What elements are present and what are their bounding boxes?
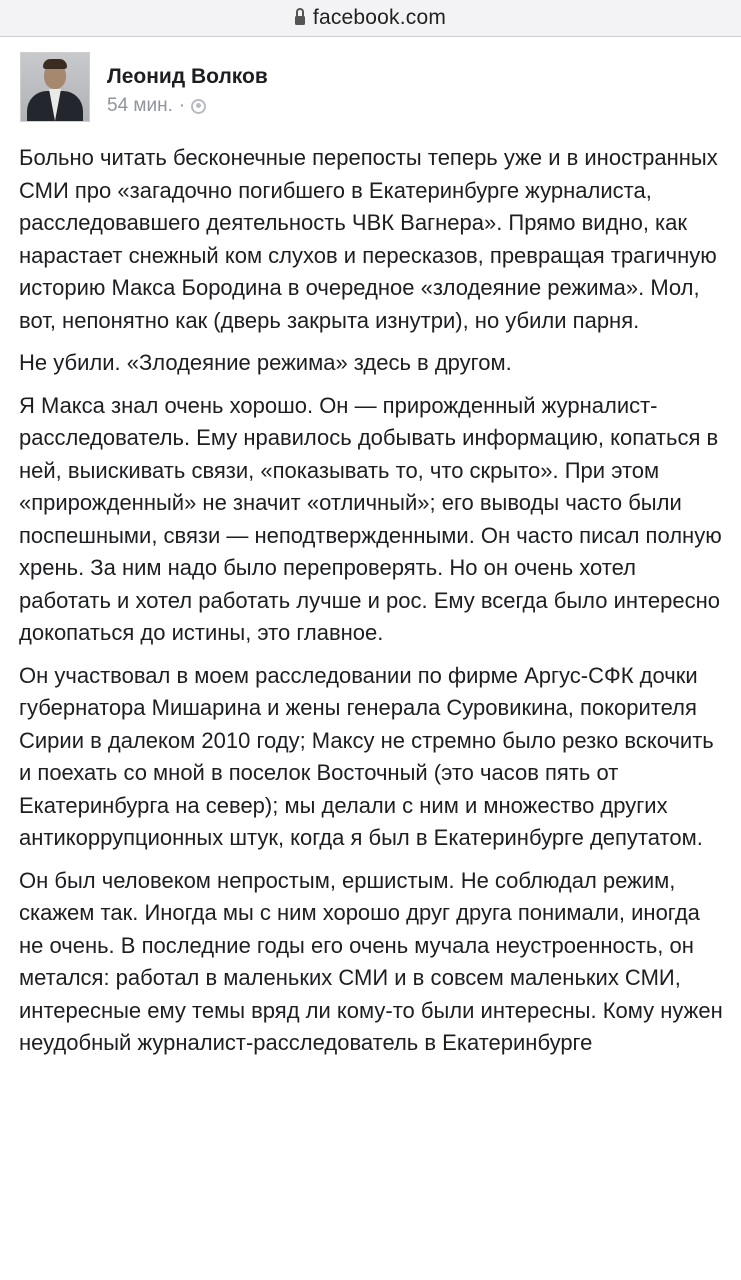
post-paragraph: Он был человеком непростым, ершистым. Не соблюдал режим, скажем так. Иногда мы с ним хорошо друг друга понимали, иногда не очень. В последние годы его очень мучала неустроенность, он метался: работал в маленьких СМИ и в совсем маленьких СМИ, интересные ему темы вряд ли кому-то были интересны. Кому нужен неудобный журналист-расследователь в Екатеринбурге — [19, 867, 723, 1055]
globe-icon[interactable] — [191, 99, 206, 114]
post-header — [20, 52, 268, 122]
post-paragraph: Он участвовал в моем расследовании по фирме Аргус-СФК дочки губернатора Мишарина и жены генерала Суровикина, покорителя Сирии в далеком 2010 году; Максу не стремно было резко вскочить и поехать со мной в поселок Восточный (это часов пять от Екатеринбурга на север); мы делали с ним и множество других антикоррупционных штук, когда я был в Екатеринбурге депутатом. — [19, 662, 714, 850]
browser-address-bar[interactable] — [0, 0, 741, 37]
url-text[interactable]: facebook.com — [312, 6, 447, 29]
post-text — [19, 142, 725, 1070]
avatar[interactable] — [20, 52, 90, 122]
lock-icon — [295, 16, 305, 25]
author-name[interactable]: Леонид Волков — [107, 65, 268, 88]
post-paragraph: Я Макса знал очень хорошо. Он — прирожденный журналист-расследователь. Ему нравилось добывать информацию, копаться в ней, выискивать связи, «показывать то, что скрыто». При этом «прирожденный» не значит «отличный»; его выводы часто были поспешными, связи — неподтвержденными. Он часто писал полную хрень. За ним надо было перепроверять. Но он очень хотел работать и хотел работать лучше и рос. Ему всегда было интересно докопаться до истины, это главное. — [19, 392, 722, 645]
post-paragraph: Не убили. «Злодеяние режима» здесь в другом. — [19, 350, 512, 375]
post-paragraph: Больно читать бесконечные перепосты теперь уже и в иностранных СМИ про «загадочно погибшего в Екатеринбурге журналиста, расследовавшего деятельность ЧВК Вагнера». Прямо видно, как нарастает снежный ком слухов и пересказов, превращая трагичную историю Макса Бородина в очередное «злодеяние режима». Мол, вот, непонятно как (дверь закрыта изнутри), но убили парня. — [19, 145, 718, 333]
separator-dot: · — [178, 95, 186, 116]
post-time-row — [107, 95, 268, 117]
post-timestamp[interactable]: 54 мин. — [107, 95, 173, 116]
post-meta — [107, 52, 268, 117]
